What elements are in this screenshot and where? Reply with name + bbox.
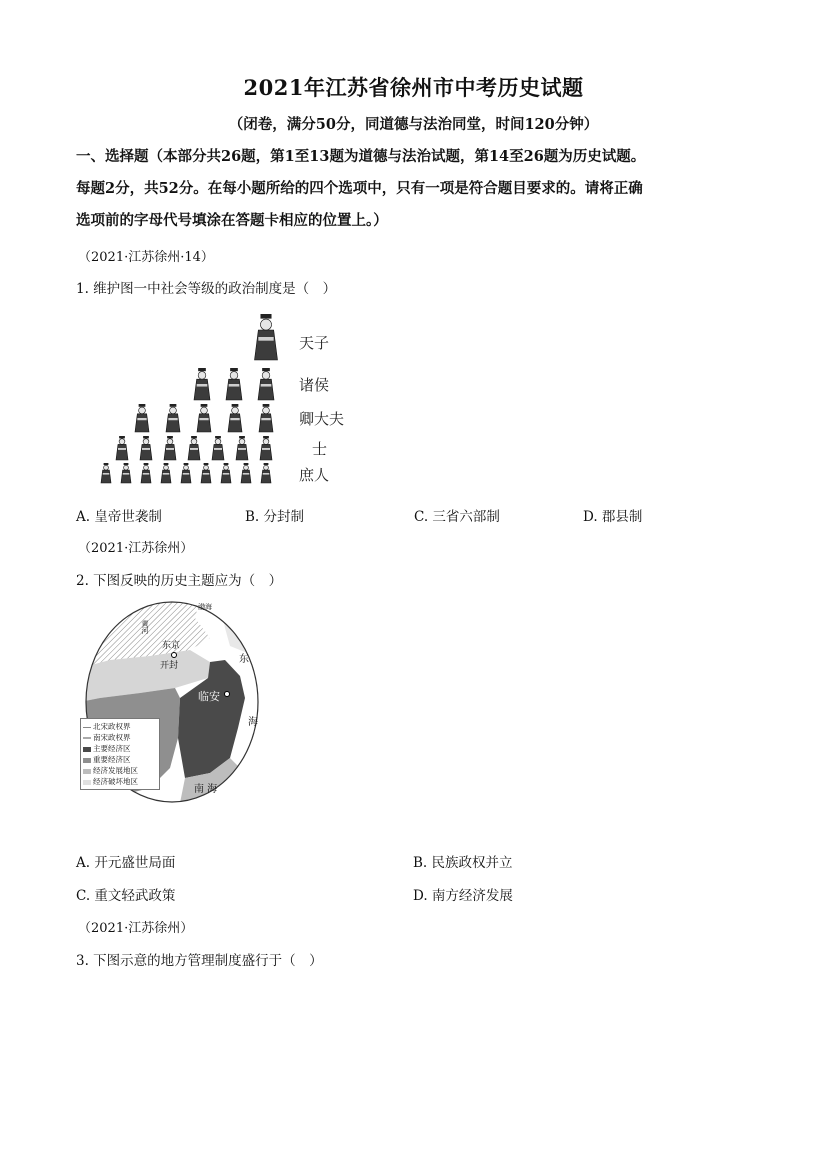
- map-legend: [80, 718, 160, 790]
- person-figure: [255, 314, 278, 360]
- person-figure: [161, 463, 171, 483]
- person-figure: [259, 404, 273, 432]
- person-figure: [141, 463, 151, 483]
- legend-item-damaged: 经济破坏地区: [83, 776, 157, 787]
- person-figure: [201, 463, 211, 483]
- legend-item-important-economy: 重要经济区: [83, 754, 157, 765]
- label-zhuhou: 诸侯: [299, 376, 330, 394]
- exam-subtitle: （闭卷，满分50分，同道德与法治同堂，时间120分钟）: [228, 116, 599, 133]
- label-nanhai: 南 海: [194, 784, 218, 795]
- person-figure: [228, 404, 242, 432]
- instructions-line-3: 选项前的字母代号填涂在答题卡相应的位置上。）: [76, 212, 388, 229]
- label-qingdafu: 卿大夫: [299, 410, 345, 428]
- person-figure: [101, 463, 111, 483]
- label-dongjing: 东京: [162, 641, 181, 651]
- person-figure: [135, 404, 149, 432]
- person-figure: [221, 463, 231, 483]
- option-1a[interactable]: A. 皇帝世袭制: [76, 509, 162, 525]
- person-figure: [188, 436, 200, 460]
- question-3-stem: 3. 下图示意的地方管理制度盛行于（ ）: [76, 953, 323, 969]
- song-economy-map: [80, 598, 260, 803]
- page-title: 2021年江苏省徐州市中考历史试题: [243, 75, 584, 100]
- person-figure: [261, 463, 271, 483]
- instructions-line-1: 一、选择题（本部分共26题，第1至13题为道德与法治试题，第14至26题为历史试题。: [76, 148, 646, 165]
- label-dong: 东: [239, 654, 249, 665]
- person-figure: [121, 463, 131, 483]
- person-figure: [140, 436, 152, 460]
- legend-item-main-economy: 主要经济区: [83, 743, 157, 754]
- label-tianzi: 天子: [299, 334, 330, 352]
- option-2c[interactable]: C. 重文轻武政策: [76, 888, 176, 904]
- legend-swatch: [83, 758, 91, 763]
- label-hai: 海: [248, 717, 258, 728]
- legend-swatch: [83, 780, 91, 785]
- question-2-stem: 2. 下图反映的历史主题应为（ ）: [76, 573, 283, 589]
- option-1b[interactable]: B. 分封制: [245, 509, 305, 525]
- legend-swatch: [83, 769, 91, 774]
- label-kaifeng: 开封: [160, 661, 179, 671]
- person-figure: [194, 368, 210, 400]
- label-shi: 士: [312, 440, 328, 458]
- legend-item-nansong-border: 南宋政权界: [83, 732, 157, 743]
- label-bohai: 渤海: [198, 603, 212, 611]
- person-figure: [166, 404, 180, 432]
- question-1-source: （2021·江苏徐州·14）: [78, 250, 214, 265]
- question-1-stem: 1. 维护图一中社会等级的政治制度是（ ）: [76, 281, 337, 297]
- option-2d[interactable]: D. 南方经济发展: [413, 888, 513, 904]
- person-figure: [197, 404, 211, 432]
- label-lin-an: 临安: [198, 690, 220, 703]
- legend-swatch: [83, 747, 91, 752]
- option-2a[interactable]: A. 开元盛世局面: [76, 855, 176, 871]
- lin-an-city-marker: [225, 692, 230, 697]
- question-2-source: （2021·江苏徐州）: [78, 541, 194, 556]
- person-figure: [241, 463, 251, 483]
- hierarchy-pyramid-illustration: [84, 310, 294, 490]
- person-figure: [116, 436, 128, 460]
- instructions-line-2: 每题2分，共52分。在每小题所给的四个选项中，只有一项是符合题目要求的。请将正确: [76, 180, 643, 197]
- label-huanghe: 黄河: [141, 620, 149, 634]
- option-1d[interactable]: D. 郡县制: [583, 509, 643, 525]
- person-figure: [258, 368, 274, 400]
- legend-swatch: [83, 727, 91, 728]
- person-figure: [236, 436, 248, 460]
- person-figure: [226, 368, 242, 400]
- legend-item-beisong-border: 北宋政权界: [83, 721, 157, 732]
- dongjing-city-marker: [172, 653, 177, 658]
- label-shuren: 庶人: [299, 466, 330, 484]
- option-2b[interactable]: B. 民族政权并立: [413, 855, 513, 871]
- option-1c[interactable]: C. 三省六部制: [414, 509, 500, 525]
- person-figure: [260, 436, 272, 460]
- person-figure: [181, 463, 191, 483]
- person-figure: [212, 436, 224, 460]
- legend-item-developing: 经济发展地区: [83, 765, 157, 776]
- social-hierarchy-figure: [84, 310, 384, 490]
- person-figure: [164, 436, 176, 460]
- legend-swatch: [83, 737, 91, 739]
- question-3-source: （2021·江苏徐州）: [78, 921, 194, 936]
